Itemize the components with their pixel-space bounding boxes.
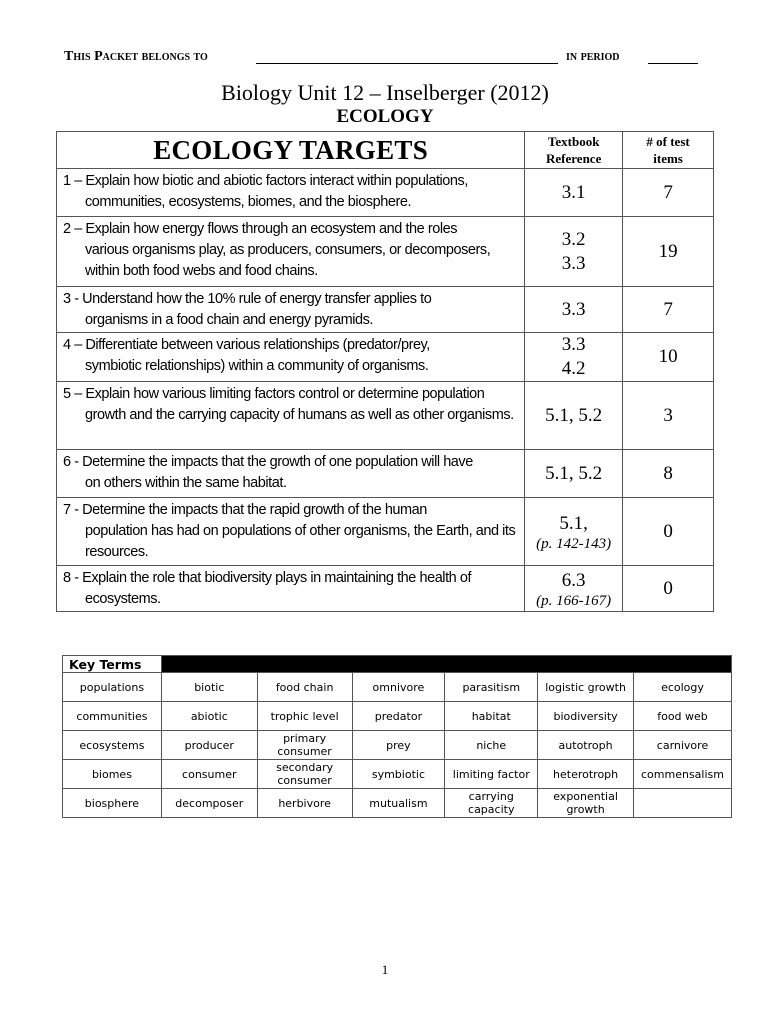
target-description — [57, 498, 525, 566]
target-text-continued: communities, ecosystems, biomes, and the biosphere. — [85, 194, 412, 210]
test-item-count: 8 — [623, 450, 714, 498]
key-term: symbiotic — [352, 760, 445, 789]
key-term: autotroph — [538, 731, 634, 760]
key-term: biotic — [161, 673, 257, 702]
key-term: mutualism — [352, 789, 445, 818]
table-row — [63, 702, 732, 731]
table-row — [63, 731, 732, 760]
key-term: abiotic — [161, 702, 257, 731]
key-term: herbivore — [257, 789, 352, 818]
table-row — [57, 217, 714, 287]
target-description — [57, 382, 525, 450]
key-term: decomposer — [161, 789, 257, 818]
target-text: 1 – Explain how biotic and abiotic factors interact within populations, — [63, 173, 468, 189]
reference-value: 6.3 — [561, 569, 586, 591]
owner-name-blank[interactable] — [256, 63, 558, 64]
target-text: 2 – Explain how energy flows through an ecosystem and the roles — [63, 221, 458, 237]
key-term: ecology — [634, 673, 732, 702]
target-description — [57, 217, 525, 287]
textbook-reference — [525, 382, 623, 450]
key-term: food web — [634, 702, 732, 731]
target-text-continued: symbiotic relationships) within a community of organisms. — [85, 358, 429, 374]
key-term: consumer — [161, 760, 257, 789]
target-text: 6 - Determine the impacts that the growth of one population will have — [63, 454, 473, 470]
table-row — [57, 382, 714, 450]
owner-label: This Packet belongs to — [64, 49, 208, 64]
target-description — [57, 169, 525, 217]
targets-heading: ECOLOGY TARGETS — [57, 132, 525, 169]
key-term: trophic level — [257, 702, 352, 731]
target-text-continued: organisms in a food chain and energy pyramids. — [85, 312, 373, 328]
key-term: populations — [63, 673, 162, 702]
key-term: producer — [161, 731, 257, 760]
test-item-count: 19 — [623, 217, 714, 287]
textbook-reference-header-line1: Textbook — [547, 134, 600, 149]
key-term: exponential growth — [538, 789, 634, 818]
page-title: Biology Unit 12 – Inselberger (2012) — [221, 80, 549, 105]
target-text: 3 - Understand how the 10% rule of energy transfer applies to — [63, 291, 432, 307]
page-subtitle: ECOLOGY — [336, 106, 434, 127]
target-text-continued: ecosystems. — [85, 591, 161, 607]
reference-value: 3.3 — [561, 334, 586, 355]
key-term: communities — [63, 702, 162, 731]
key-terms-header-bar — [161, 656, 731, 673]
target-text: 7 - Determine the impacts that the rapid growth of the human — [63, 502, 427, 518]
textbook-reference-header — [525, 132, 623, 169]
test-items-header — [623, 132, 714, 169]
target-text-continued: population has had on populations of other organisms, the Earth, and its resources. — [85, 523, 516, 560]
key-term — [634, 789, 732, 818]
target-text-continued: on others within the same habitat. — [85, 475, 287, 491]
key-term: carrying capacity — [445, 789, 538, 818]
key-term: biomes — [63, 760, 162, 789]
key-term: limiting factor — [445, 760, 538, 789]
reference-value: 3.3 — [561, 252, 586, 274]
page-range: (p. 166-167) — [536, 592, 612, 609]
key-terms-table — [62, 655, 732, 818]
key-term: heterotroph — [538, 760, 634, 789]
key-term: logistic growth — [538, 673, 634, 702]
textbook-reference — [525, 450, 623, 498]
test-items-header-line2: items — [653, 151, 683, 166]
reference-value: 5.1, — [559, 512, 588, 534]
table-row — [63, 789, 732, 818]
key-term: omnivore — [352, 673, 445, 702]
test-item-count: 0 — [623, 566, 714, 612]
textbook-reference — [525, 169, 623, 217]
textbook-reference — [525, 287, 623, 333]
table-row — [63, 673, 732, 702]
target-description — [57, 287, 525, 333]
target-description — [57, 450, 525, 498]
key-term: predator — [352, 702, 445, 731]
test-item-count: 3 — [623, 382, 714, 450]
key-term: secondary consumer — [257, 760, 352, 789]
period-label: in period — [566, 49, 620, 64]
test-item-count: 0 — [623, 498, 714, 566]
table-row — [57, 566, 714, 612]
target-text-continued: various organisms play, as producers, consumers, or decomposers, within both food webs and food chains. — [85, 242, 491, 279]
textbook-reference — [525, 217, 623, 287]
page-number: 1 — [381, 962, 389, 977]
table-row — [63, 760, 732, 789]
textbook-reference — [525, 333, 623, 382]
key-term: niche — [445, 731, 538, 760]
test-item-count: 7 — [623, 169, 714, 217]
test-items-header-line1: # of test — [646, 134, 690, 149]
reference-value: 4.2 — [561, 358, 586, 379]
reference-value: 3.2 — [561, 228, 586, 250]
target-description — [57, 333, 525, 382]
textbook-reference — [525, 498, 623, 566]
key-term: prey — [352, 731, 445, 760]
period-blank[interactable] — [648, 63, 698, 64]
table-row — [57, 287, 714, 333]
key-term: biodiversity — [538, 702, 634, 731]
target-description — [57, 566, 525, 612]
table-row — [57, 169, 714, 217]
reference-value: 3.3 — [561, 298, 586, 320]
owner-line — [64, 46, 704, 68]
test-item-count: 10 — [623, 333, 714, 382]
page-range: (p. 142-143) — [536, 535, 612, 552]
key-term: biosphere — [63, 789, 162, 818]
reference-value: 3.1 — [561, 181, 586, 203]
target-text: 8 - Explain the role that biodiversity plays in maintaining the health of — [63, 570, 472, 586]
textbook-reference-header-line2: Reference — [546, 151, 602, 166]
test-item-count: 7 — [623, 287, 714, 333]
target-text: 5 – Explain how various limiting factors control or determine population — [63, 386, 485, 402]
key-term: commensalism — [634, 760, 732, 789]
target-text: 4 – Differentiate between various relationships (predator/prey, — [63, 337, 430, 353]
reference-value: 5.1, 5.2 — [545, 404, 603, 426]
table-row — [57, 450, 714, 498]
key-terms-heading: Key Terms — [63, 656, 162, 673]
reference-value: 5.1, 5.2 — [545, 462, 603, 484]
key-term: primary consumer — [257, 731, 352, 760]
table-row — [57, 333, 714, 382]
ecology-targets-table — [56, 131, 714, 612]
textbook-reference — [525, 566, 623, 612]
target-text-continued: growth and the carrying capacity of humans as well as other organisms. — [85, 407, 514, 423]
key-term: carnivore — [634, 731, 732, 760]
key-term: parasitism — [445, 673, 538, 702]
key-term: food chain — [257, 673, 352, 702]
key-term: habitat — [445, 702, 538, 731]
key-term: ecosystems — [63, 731, 162, 760]
table-row — [57, 498, 714, 566]
